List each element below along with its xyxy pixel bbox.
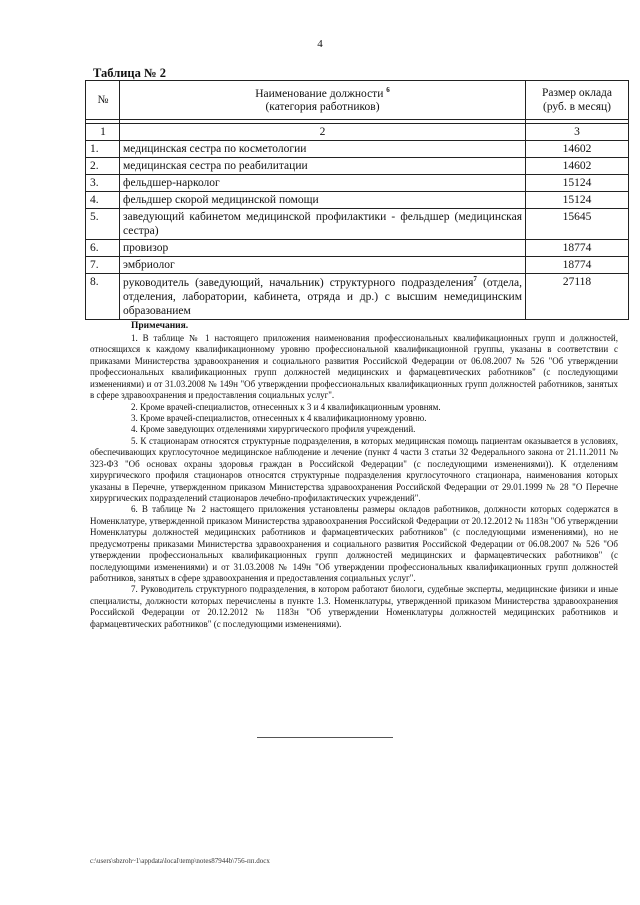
header-number: № — [86, 81, 120, 120]
salary-table — [85, 80, 629, 320]
table-row — [86, 257, 629, 274]
row-number: 2. — [86, 158, 120, 175]
row-number: 7. — [86, 257, 120, 274]
header-position-category: (категория работников) — [265, 101, 380, 114]
note-item: 2. Кроме врачей-специалистов, отнесенных к 3 и 4 квалификационным уровням. — [131, 401, 441, 412]
column-number: 1 — [86, 124, 120, 141]
column-number: 2 — [120, 124, 526, 141]
row-salary: 15124 — [526, 175, 629, 192]
footnote-6-marker: 6 — [386, 85, 390, 94]
table-row — [86, 141, 629, 158]
note-item: 3. Кроме врачей-специалистов, отнесенных к 4 квалификационному уровню. — [131, 413, 427, 424]
table-row — [86, 175, 629, 192]
row-number: 5. — [86, 209, 120, 240]
footnote-7-marker: 7 — [473, 275, 477, 284]
row-salary: 18774 — [526, 257, 629, 274]
table-row — [86, 158, 629, 175]
row-number: 4. — [86, 192, 120, 209]
row-number: 3. — [86, 175, 120, 192]
row-salary: 27118 — [526, 274, 629, 320]
table-title: Таблица № 2 — [93, 66, 166, 80]
row-position-text: руководитель (заведующий, начальник) структурного подразделения — [123, 276, 474, 289]
column-number: 3 — [526, 124, 629, 141]
row-position: заведующий кабинетом медицинской профилактики - фельдшер (медицинская сестра) — [120, 209, 526, 240]
header-salary-title: Размер оклада — [541, 86, 613, 99]
row-salary: 15124 — [526, 192, 629, 209]
footer-file-path: c:\users\sbzroh~1\appdata\local\temp\notes87944b\756-пп.docx — [90, 857, 270, 865]
row-position: эмбриолог — [120, 257, 526, 274]
table-row — [86, 274, 629, 320]
note-item: 7. Руководитель структурного подразделения, в котором работают биологи, судебные эксперты, медицинские физики и иные специалисты, должности которых перечислены в пункте 1.3. Номенклатуры, утвержденной приказом Министерства здравоохранения Российской Федерации от 20.12.2012 № 1183н "Об утверждении Номенклатуры должностей медицинских работников и фармацевтических работников" (с последующими изменениями). — [90, 584, 618, 629]
row-position: провизор — [120, 240, 526, 257]
row-position: медицинская сестра по реабилитации — [120, 158, 526, 175]
table-row — [86, 192, 629, 209]
row-position — [120, 274, 526, 320]
note-item: 6. В таблице № 2 настоящего приложения установлены размеры окладов работников, должности которых содержатся в Номенклатуре, утвержденной приказом Министерства здравоохранения Российской Федерации от 20.12.2012 № 1183н "Об утверждении Номенклатуры должностей медицинских работников и фармацевтических работников" (с последующими изменениями), но не предусмотрены приказами Министерства здравоохранения и социального развития Российской Федерации от 06.08.2007 № 526 "Об утверждении профессиональных квалификационных групп должностей медицинских и фармацевтических работников" (с последующими изменениями) и от 31.03.2008 № 149н "Об утверждении профессиональных квалификационных групп должностей работников, занятых в сфере здравоохранения и предоставления социальных услуг". — [90, 504, 618, 583]
row-salary: 14602 — [526, 141, 629, 158]
header-position-title: Наименование должности — [255, 87, 384, 100]
row-position: медицинская сестра по косметологии — [120, 141, 526, 158]
row-number: 6. — [86, 240, 120, 257]
table-row — [86, 240, 629, 257]
table-header-row — [86, 81, 629, 120]
row-position: фельдшер скорой медицинской помощи — [120, 192, 526, 209]
row-position-continuation: (отдела, отделения, лаборатории, кабинета, отряда и др.) с высшим немедицинским образованием — [123, 276, 522, 317]
notes-section — [90, 320, 618, 630]
header-salary-unit: (руб. в месяц) — [543, 101, 611, 113]
row-number: 8. — [86, 274, 120, 320]
end-divider — [257, 737, 393, 738]
row-salary: 14602 — [526, 158, 629, 175]
header-position — [120, 81, 526, 120]
note-item: 1. В таблице № 1 настоящего приложения наименования профессиональных квалификационных групп и должностей, относящихся к каждому квалификационному уровню профессиональной квалификационной группы, указаны в соответствии с приказами Министерства здравоохранения и социального развития Российской Федерации от 06.08.2007 № 526 "Об утверждении профессиональных квалификационных групп должностей медицинских и фармацевтических работников" (с последующими изменениями) и от 31.03.2008 № 149н "Об утверждении профессиональных квалификационных групп должностей работников, занятых в сфере здравоохранения и предоставления социальных услуг". — [90, 333, 618, 401]
note-item: 4. Кроме заведующих отделениями хирургического профиля учреждений. — [131, 424, 416, 435]
column-number-row — [86, 124, 629, 141]
note-item: 5. К стационарам относятся структурные подразделения, в которых медицинская помощь пациентам оказывается в условиях, обеспечивающих круглосуточное медицинское наблюдение и лечение (пункт 4 части 3 статьи 32 Федерального закона от 21.11.2011 № 323-ФЗ "Об основах охраны здоровья граждан в Российской Федерации" (с последующими изменениями)). К отделениям хирургического профиля стационаров относятся структурные подразделения круглосуточного стационара, наименования которых указаны в Перечне, утвержденном приказом Министерства здравоохранения Российской Федерации от 29.01.1999 № 28 "О Перечне хирургических подразделений стационаров лечебно-профилактических учреждений". — [90, 435, 618, 503]
page-number: 4 — [317, 38, 323, 50]
notes-title: Примечания. — [131, 321, 189, 331]
row-number: 1. — [86, 141, 120, 158]
row-salary: 15645 — [526, 209, 629, 240]
table-row — [86, 209, 629, 240]
header-salary — [526, 81, 629, 120]
row-salary: 18774 — [526, 240, 629, 257]
row-position: фельдшер-нарколог — [120, 175, 526, 192]
